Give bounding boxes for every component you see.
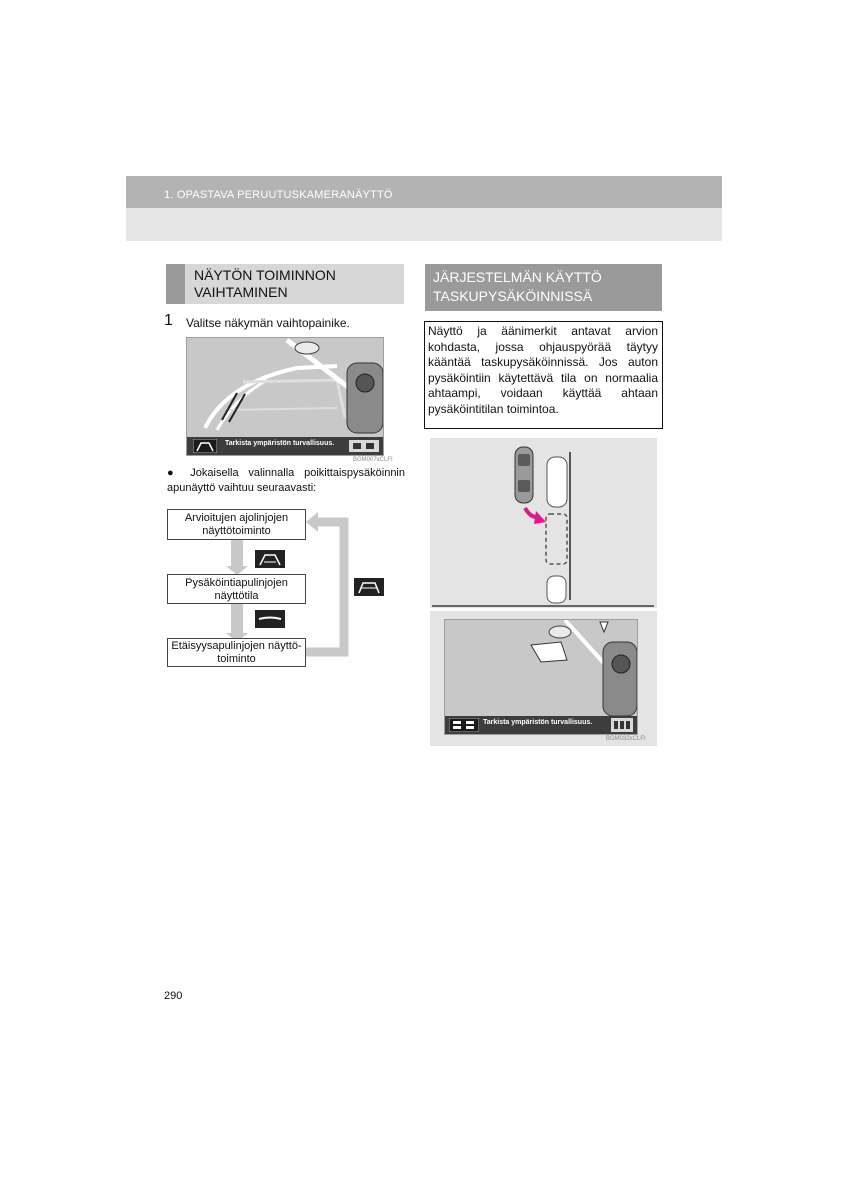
distance-lines-mode-icon xyxy=(354,578,384,596)
camera-screen-figure xyxy=(186,337,384,456)
right-section-title: JÄRJESTELMÄN KÄYTTÖ TASKUPYSÄKÖINNISSÄ xyxy=(433,269,602,304)
step-number: 1 xyxy=(164,312,173,329)
flow-box-estimated-lines: Arvioitujen ajolinjojen näyttötoiminto xyxy=(167,509,306,540)
page-number: 290 xyxy=(164,990,183,1002)
parking-assist-mode-icon xyxy=(255,610,285,628)
bullet-text xyxy=(167,466,405,496)
screen-status-bar-2 xyxy=(445,716,637,734)
camera-screen-2 xyxy=(444,619,638,735)
heading-bar xyxy=(166,264,185,304)
screen-message-2: Tarkista ympäristön turvallisuus. xyxy=(483,719,593,726)
estimated-lines-mode-icon xyxy=(255,550,285,568)
screen-message: Tarkista ympäristön turvallisuus. xyxy=(225,440,335,447)
camera-view-illustration-2 xyxy=(445,620,637,716)
figure-code-2: BGM032xCLFI xyxy=(606,736,646,742)
left-section-title: NÄYTÖN TOIMINNON VAIHTAMINEN xyxy=(194,267,336,300)
section-header: 1. OPASTAVA PERUUTUSKAMERANÄYTTÖ xyxy=(164,189,393,201)
parallel-parking-diagram xyxy=(430,438,657,608)
bullet-text-content: Jokaisella valinnalla poikittaispysäköinnin apunäyttö vaihtuu seuraavasti: xyxy=(167,467,405,494)
parking-illustration xyxy=(430,438,657,608)
bullet-dot: ● xyxy=(167,467,191,479)
right-section-heading xyxy=(425,264,662,311)
diagram-divider xyxy=(432,605,654,607)
parking-mode-switch-icon[interactable] xyxy=(449,718,479,732)
display-mode-icon-2 xyxy=(611,718,633,732)
header-subband xyxy=(126,208,722,241)
view-switch-button-icon[interactable] xyxy=(193,439,217,453)
flow-box-parking-assist: Pysäköintiapulinjojen näyttötila xyxy=(167,574,306,604)
flow-box-distance-lines: Etäisyysapulinjojen näyttö-toiminto xyxy=(167,638,306,667)
left-section-heading xyxy=(166,264,404,304)
camera-view-illustration xyxy=(187,338,383,437)
camera-screen-figure-2 xyxy=(430,611,657,746)
figure-code: BGM007xCLFI xyxy=(353,457,393,463)
display-mode-icon xyxy=(349,440,379,452)
info-text: Näyttö ja äänimerkit antavat arvion kohdasta, jossa ohjauspyörää täytyy kääntää taskupysäköinnissä. Jos auton pysäköintiin käytettävä tila on normaalia ahtaampi, voidaan käyttää ahtaan pysäköintitilan toimintoa. xyxy=(428,324,658,416)
step-text: Valitse näkymän vaihtopainike. xyxy=(186,316,350,330)
screen-status-bar xyxy=(187,437,383,455)
info-box xyxy=(424,321,663,429)
